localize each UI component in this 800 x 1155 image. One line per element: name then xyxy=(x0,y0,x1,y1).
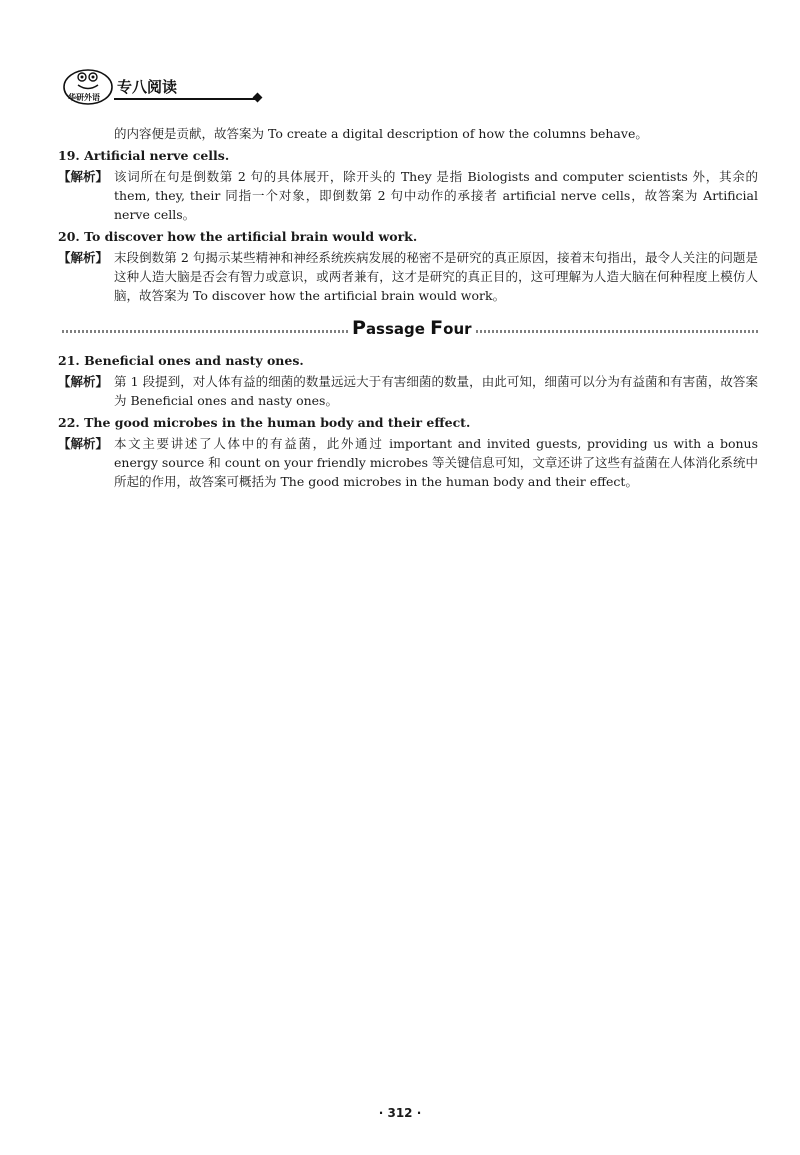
divider-dots-left xyxy=(62,330,348,333)
analysis-text: 末段倒数第 2 句揭示某些精神和神经系统疾病发展的秘密不是研究的真正原因，接着末句指出，最令人关注的问题是这种人造大脑是否会有智力或意识，或两者兼有，这才是研究的真正目的，这可理解为人造大脑在何种程度上模仿人脑，故答案为 To discover how the artificial brain would work。 xyxy=(114,250,758,303)
analysis-text: 本文主要讲述了人体中的有益菌，此外通过 important and invited guests, providing us with a bonus energy source 和 count on your friendly microbes 等关键信息可知，文章还讲了这些有益菌在人体消化系统中所起的作用，故答案可概括为 The good microbes in the human body and their effect。 xyxy=(114,436,758,489)
page-header xyxy=(62,66,212,106)
continued-text: 的内容便是贡献，故答案为 To create a digital description of how the columns behave。 xyxy=(114,126,648,141)
page-number: · 312 · xyxy=(378,1106,422,1120)
analysis-tag: 【解析】 xyxy=(58,169,109,184)
question-21: 21. Beneficial ones and nasty ones. xyxy=(58,353,304,368)
analysis-tag: 【解析】 xyxy=(58,436,109,451)
page-content xyxy=(58,124,758,493)
answer-20 xyxy=(58,248,758,305)
header-title: 专八阅读 xyxy=(117,78,178,96)
analysis-text: 第 1 段提到，对人体有益的细菌的数量远远大于有害细菌的数量，由此可知，细菌可以分为有益菌和有害菌，故答案为 Beneficial ones and nasty ones。 xyxy=(114,374,758,408)
divider-dots-right xyxy=(476,330,758,333)
header-dot xyxy=(253,93,263,103)
passage-divider xyxy=(58,319,758,343)
question-19: 19. Artificial nerve cells. xyxy=(58,148,230,163)
header-rule xyxy=(114,98,258,100)
answer-22 xyxy=(58,434,758,491)
answer-19 xyxy=(58,167,758,224)
answer-21 xyxy=(58,372,758,410)
passage-title: Passage Four xyxy=(352,317,472,339)
question-20: 20. To discover how the artificial brain would work. xyxy=(58,229,418,244)
analysis-text: 该词所在句是倒数第 2 句的具体展开，除开头的 They 是指 Biologists and computer scientists 外，其余的 them, they, their 同指一个对象，即倒数第 2 句中动作的承接者 artificial nerve cells，故答案为 Artificial nerve cells。 xyxy=(114,169,758,222)
analysis-tag: 【解析】 xyxy=(58,374,109,389)
logo-text: 华研外语 xyxy=(68,93,100,102)
analysis-tag: 【解析】 xyxy=(58,250,109,265)
question-22: 22. The good microbes in the human body and their effect. xyxy=(58,415,471,430)
